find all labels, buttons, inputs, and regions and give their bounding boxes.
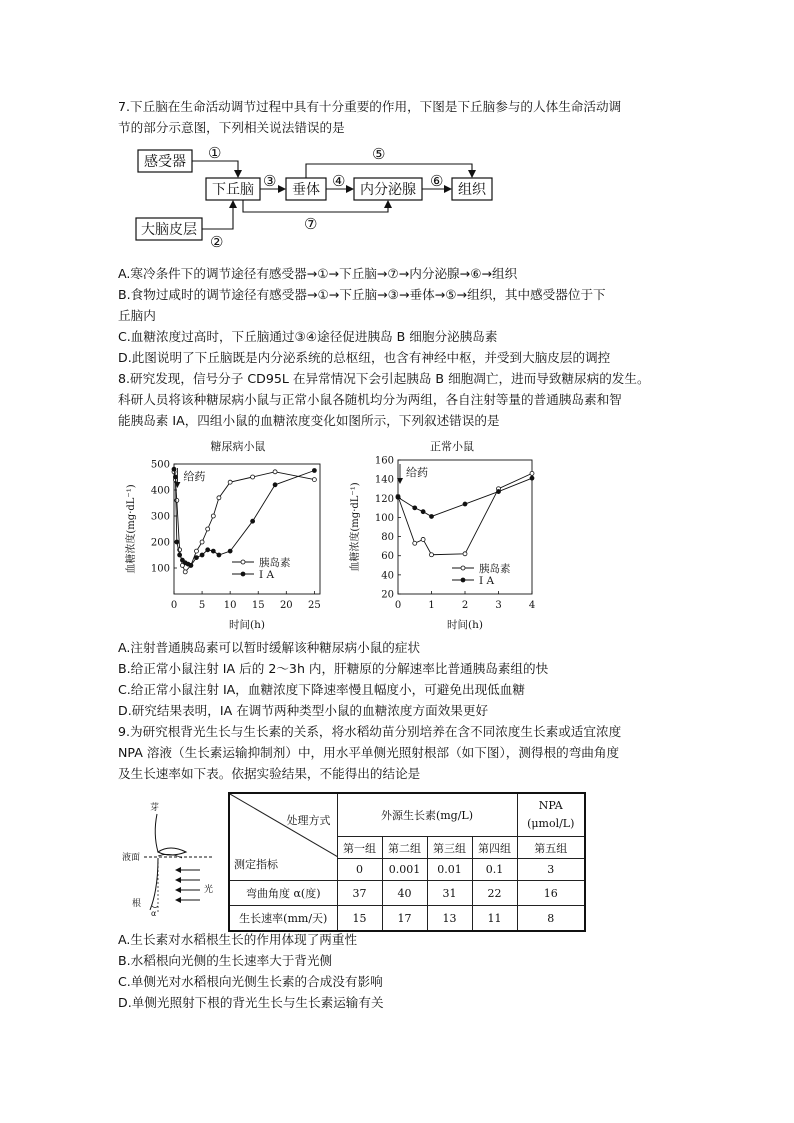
insulin-data-point xyxy=(211,514,215,518)
insulin-data-point xyxy=(183,570,187,574)
ia-data-point xyxy=(189,563,193,567)
q7-option-c: C.血糖浓度过高时，下丘脑通过③④途径促进胰岛 B 细胞分泌胰岛素 xyxy=(118,329,498,344)
group-header: 第三组 xyxy=(427,837,472,859)
label-2: ② xyxy=(210,233,224,251)
q8-option-a: A.注射普通胰岛素可以暂时缓解该种糖尿病小鼠的症状 xyxy=(118,640,421,655)
seedling-light-figure xyxy=(120,800,226,918)
insulin-data-point xyxy=(251,475,255,479)
light-label: 光 xyxy=(204,885,214,895)
table-cell: 16 xyxy=(517,881,585,906)
group-header: 第一组 xyxy=(337,837,382,859)
q9-stem-line1: 9.为研究根背光生长与生长素的关系，将水稻幼苗分别培养在含不同浓度生长素或适宜浓度 xyxy=(118,724,622,739)
x-tick-label: 0 xyxy=(170,600,178,611)
q8-option-c: C.给正常小鼠注射 IA，血糖浓度下降速率慢且幅度小，可避免出现低血糖 xyxy=(118,682,525,697)
ia-data-point xyxy=(228,549,232,553)
label-5: ⑤ xyxy=(372,145,386,163)
dosing-annotation: 给药 xyxy=(406,466,428,479)
table-cell: 37 xyxy=(337,881,382,906)
legend-label: 胰岛素 xyxy=(259,557,291,569)
ia-data-point xyxy=(251,519,255,523)
label-3: ③ xyxy=(263,172,277,190)
group-header: 第五组 xyxy=(517,837,585,859)
root-label: 根 xyxy=(132,899,142,909)
q9-stem-line3: 及生长速率如下表。依据实验结果，不能得出的结论是 xyxy=(118,766,421,781)
arrow-1 xyxy=(192,161,238,177)
x-axis-label: 时间(h) xyxy=(447,619,483,631)
q7-option-d: D.此图说明了下丘脑既是内分泌系统的总枢纽，也含有神经中枢，并受到大脑皮层的调控 xyxy=(118,350,611,365)
x-tick-label: 5 xyxy=(198,600,206,611)
concentration-cell: 0.01 xyxy=(427,859,472,881)
ia-data-point xyxy=(172,467,176,471)
q7-stem-line2: 节的部分示意图，下列相关说法错误的是 xyxy=(118,120,345,135)
y-tick-label: 140 xyxy=(374,474,394,486)
insulin-data-point xyxy=(413,541,417,545)
insulin-data-point xyxy=(228,480,232,484)
x-tick-label: 20 xyxy=(279,600,293,611)
q7-option-b-line1: B.食物过咸时的调节途径有感受器→①→下丘脑→③→垂体→⑤→组织，其中感受器位于下 xyxy=(118,287,606,302)
insulin-series-line xyxy=(398,473,532,554)
npa-header-line2: (μmol/L) xyxy=(527,817,575,830)
group-header: 第四组 xyxy=(472,837,517,859)
ia-data-point xyxy=(396,495,400,499)
ia-data-point xyxy=(206,548,210,552)
concentration-cell: 3 xyxy=(517,859,585,881)
q7-option-b-line2: 丘脑内 xyxy=(118,308,156,323)
y-tick-label: 60 xyxy=(381,551,394,563)
chart-title: 糖尿病小鼠 xyxy=(210,440,266,453)
insulin-data-point xyxy=(421,537,425,541)
receptor-label: 感受器 xyxy=(144,154,186,170)
row-label: 生长速率(mm/天) xyxy=(229,906,337,932)
y-tick-label: 120 xyxy=(374,493,394,505)
npa-header xyxy=(517,793,585,837)
insulin-data-point xyxy=(430,553,434,557)
table-cell: 8 xyxy=(517,906,585,932)
y-tick-label: 20 xyxy=(381,589,394,601)
insulin-data-point xyxy=(273,470,277,474)
y-tick-label: 200 xyxy=(150,537,170,549)
table-cell: 31 xyxy=(427,881,472,906)
y-axis-label: 血糖浓度(mg·dL⁻¹) xyxy=(350,482,361,572)
alpha-label: α xyxy=(151,909,157,918)
surface-label: 液面 xyxy=(122,853,141,863)
treatment-label: 处理方式 xyxy=(286,814,331,827)
q9-option-a: A.生长素对水稻根生长的作用体现了两重性 xyxy=(118,932,358,947)
legend-label: 胰岛素 xyxy=(479,563,511,575)
auxin-header: 外源生长素(mg/L) xyxy=(337,793,517,837)
x-tick-label: 25 xyxy=(308,600,321,611)
indicator-label: 测定指标 xyxy=(234,858,278,871)
diagonal-header-cell xyxy=(229,793,337,881)
y-tick-label: 500 xyxy=(150,459,170,471)
x-axis-label: 时间(h) xyxy=(229,619,265,631)
ia-data-point xyxy=(273,483,277,487)
plot-frame xyxy=(398,460,532,594)
insulin-data-point xyxy=(194,549,198,553)
q9-option-b: B.水稻根向光侧的生长速率大于背光侧 xyxy=(118,953,333,968)
x-tick-label: 3 xyxy=(495,600,502,611)
endocrine-label: 内分泌腺 xyxy=(360,182,416,198)
chart-title: 正常小鼠 xyxy=(430,440,474,453)
ia-series-line xyxy=(398,478,532,516)
row-label: 弯曲角度 α(度) xyxy=(229,881,337,906)
x-tick-label: 2 xyxy=(461,600,469,611)
group-header: 第二组 xyxy=(382,837,427,859)
ia-data-point xyxy=(178,553,182,557)
cortex-label: 大脑皮层 xyxy=(141,222,197,238)
bud-label: 芽 xyxy=(150,803,160,813)
q7-option-a: A.寒冷条件下的调节途径有感受器→①→下丘脑→⑦→内分泌腺→⑥→组织 xyxy=(118,266,518,281)
table-cell: 22 xyxy=(472,881,517,906)
insulin-data-point xyxy=(312,478,316,482)
q9-option-d: D.单侧光照射下根的背光生长与生长素运输有关 xyxy=(118,995,384,1010)
ia-data-point xyxy=(413,506,417,510)
ia-data-point xyxy=(463,502,467,506)
label-1: ① xyxy=(208,144,222,162)
q7-stem-line1: 7.下丘脑在生命活动调节过程中具有十分重要的作用，下图是下丘脑参与的人体生命活动调 xyxy=(118,99,622,114)
ia-data-point xyxy=(194,556,198,560)
insulin-data-point xyxy=(200,540,204,544)
concentration-cell: 0.001 xyxy=(382,859,427,881)
ia-data-point xyxy=(175,540,179,544)
y-tick-label: 100 xyxy=(150,563,170,575)
y-tick-label: 100 xyxy=(374,512,394,524)
q8-stem-line3: 能胰岛素 IA，四组小鼠的血糖浓度变化如图所示，下列叙述错误的是 xyxy=(118,413,500,428)
npa-header-line1: NPA xyxy=(538,799,563,812)
arrow-5 xyxy=(306,164,472,178)
table-cell: 40 xyxy=(382,881,427,906)
label-4: ④ xyxy=(332,172,346,190)
ia-data-point xyxy=(530,476,534,480)
table-cell: 13 xyxy=(427,906,472,932)
ia-data-point xyxy=(211,549,215,553)
y-tick-label: 40 xyxy=(381,570,394,582)
y-tick-label: 300 xyxy=(150,511,170,523)
y-tick-label: 160 xyxy=(374,455,394,467)
shoot-stem xyxy=(155,814,158,852)
angle-arc xyxy=(152,906,158,908)
x-tick-label: 10 xyxy=(223,600,237,611)
pituitary-label: 垂体 xyxy=(292,182,320,198)
insulin-data-point xyxy=(217,496,221,500)
x-tick-label: 15 xyxy=(251,600,265,611)
table-cell: 17 xyxy=(382,906,427,932)
legend-marker xyxy=(461,566,465,570)
q8-stem-line1: 8.研究发现，信号分子 CD95L 在异常情况下会引起胰岛 B 细胞凋亡，进而导致糖尿病的发生。 xyxy=(118,371,650,386)
q8-option-b: B.给正常小鼠注射 IA 后的 2～3h 内，肝糖原的分解速率比普通胰岛素组的快 xyxy=(118,661,549,676)
hypothalamus-regulation-diagram xyxy=(118,140,518,252)
x-tick-label: 4 xyxy=(528,600,536,611)
concentration-cell: 0 xyxy=(337,859,382,881)
q9-option-c: C.单侧光对水稻根向光侧生长素的合成没有影响 xyxy=(118,974,383,989)
auxin-experiment-table xyxy=(228,792,586,932)
diabetic-mice-chart xyxy=(120,436,332,636)
label-6: ⑥ xyxy=(430,172,444,190)
arrow-2 xyxy=(202,201,233,229)
table-cell: 15 xyxy=(337,906,382,932)
insulin-data-point xyxy=(463,552,467,556)
q8-stem-line2: 科研人员将该种糖尿病小鼠与正常小鼠各随机均分为两组，各自注射等量的普通胰岛素和智 xyxy=(118,392,622,407)
hypothalamus-label: 下丘脑 xyxy=(212,182,254,198)
dosing-annotation: 给药 xyxy=(183,470,206,483)
ia-data-point xyxy=(312,469,316,473)
tissue-label: 组织 xyxy=(458,182,486,198)
y-tick-label: 400 xyxy=(150,485,170,497)
q8-option-d: D.研究结果表明，IA 在调节两种类型小鼠的血糖浓度方面效果更好 xyxy=(118,703,489,718)
ia-data-point xyxy=(217,553,221,557)
y-tick-label: 80 xyxy=(381,532,394,544)
insulin-data-point xyxy=(206,527,210,531)
legend-label: I A xyxy=(259,569,275,581)
y-axis-label: 血糖浓度(mg·dL⁻¹) xyxy=(126,484,137,574)
insulin-data-point xyxy=(530,471,534,475)
normal-mice-chart xyxy=(344,436,550,636)
concentration-cell: 0.1 xyxy=(472,859,517,881)
label-7: ⑦ xyxy=(304,215,318,233)
insulin-data-point xyxy=(175,498,179,502)
legend-marker xyxy=(241,572,245,576)
ia-data-point xyxy=(200,553,204,557)
x-tick-label: 0 xyxy=(394,600,402,611)
legend-marker xyxy=(461,578,465,582)
ia-data-point xyxy=(497,490,501,494)
arrow-7 xyxy=(243,200,388,212)
legend-label: I A xyxy=(479,575,495,587)
table-cell: 11 xyxy=(472,906,517,932)
q9-stem-line2: NPA 溶液（生长素运输抑制剂）中，用水平单侧光照射根部（如下图），测得根的弯曲角度 xyxy=(118,745,620,760)
ia-data-point xyxy=(173,475,177,479)
x-tick-label: 1 xyxy=(428,600,435,611)
ia-data-point xyxy=(430,514,434,518)
ia-data-point xyxy=(421,510,425,514)
leaf-icon xyxy=(158,848,186,855)
root-curve xyxy=(150,858,158,910)
legend-marker xyxy=(241,560,245,564)
